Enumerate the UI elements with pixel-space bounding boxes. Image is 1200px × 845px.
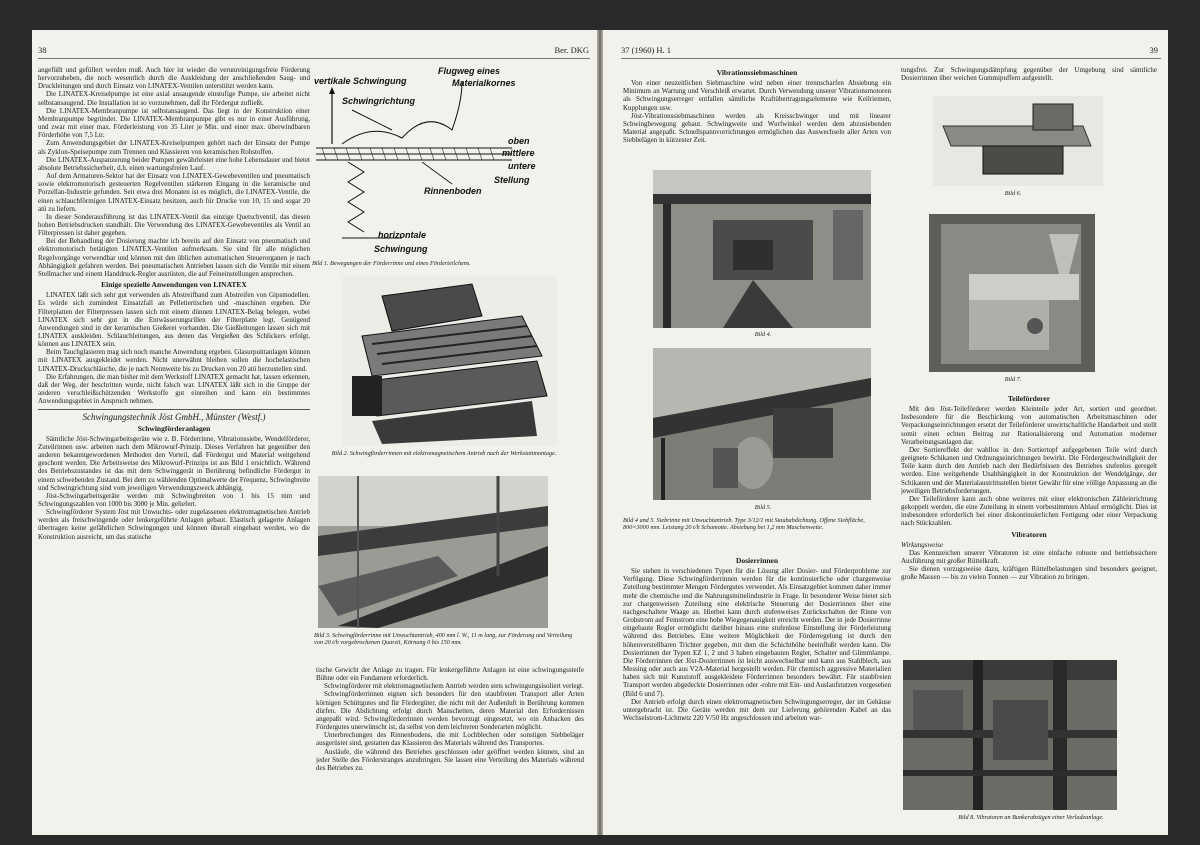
figure-3-caption: Bild 3. Schwingförderrinne mit Unwuchtantrieb, 400 mm l. W., 11 m lang, zur Förderung und Verteilung von 20 t/h vorgebrochenen Quarzit, Körnung 0 bis 150 mm. — [314, 632, 573, 647]
paragraph: Die LINATEX-Kreiselpumpe ist eine axial ansaugende einstufige Pumpe, sie arbeitet nicht selbstansaugend. Die Installation ist so vorzunehmen, daß ihr Fördergut zufließt. — [38, 90, 310, 107]
label-materialkornes: Materialkornes — [452, 78, 516, 88]
paragraph: Jöst-Vibrationssiebmaschinen werden als Kreisschwinger und mit linearer Schwingbewegung gebaut. Schwingweite und Wurfwinkel werden dem abzusiebenden Material angepaßt. Schnellspannvorrichtungen ermöglichen das Auswechseln aller Arten von Siebbelägen in kürzester Zeit. — [623, 111, 891, 145]
label-schwingrichtung: Schwingrichtung — [342, 96, 415, 106]
figure-7-photo — [929, 214, 1095, 372]
paragraph: LINATEX läßt sich sehr gut verwenden als Abstreifband zum Abstreifen von Gipsmodellen. Es würde sich zumindest Einsatzfall an Pelletiertischen und -maschinen ergeben. Die Filterplatten der Filterpressen lassen sich mit einem dünnen LINATEX-Belag belegen, wobei LINATEX sich sehr gut in die Entwässerungsrillen der Filterplatte legt. Genügend Anwendungen sind in der keramischen Gießerei vorhanden. Die Gießleitungen lassen sich mit LINATEX auskleiden. Schlauchleitungen, aus denen das Vergießen des Schlickers erfolgt, können aus LINATEX sein. — [38, 291, 310, 349]
figure-7-caption: Bild 7. — [1004, 376, 1022, 383]
label-schwingung: Schwingung — [374, 244, 428, 254]
header-rule — [38, 58, 590, 59]
figure-1-caption: Bild 1. Bewegungen der Förderrinne und eines Förderteilchens. — [312, 260, 471, 267]
paragraph: Von einer neuzeitlichen Siebmaschine wird neben einer trennscharfen Absiebung ein Minimum an Wartung und Verschleiß erwartet. Durch Verwendung unserer Vibrationsmotoren als Schwingungserreger entfallen sämtliche Kraftübertragungselemente wie Keilriemen, Kupplungen usw. — [623, 79, 891, 112]
left-text-column-2 — [316, 666, 584, 835]
figure-2-photo — [342, 276, 557, 446]
paragraph: Mit den Jöst-Teileförderer werden Kleinteile jeder Art, sortiert und geordnet. Insbesondere für die Beschickung von automatischen Arbeitsmaschinen oder Verpackungseinrichtungen ersetzt der Teileförderer unwirtschaftliche Handarbeit und stellt somit einen echten Beitrag zur Rationalisierung und Automation moderner Verarbeitungsanlagen dar. — [901, 405, 1157, 446]
label-flugweg: Flugweg eines — [438, 66, 501, 76]
label-untere: untere — [508, 161, 536, 171]
paragraph: Die LINATEX-Auspanzerung beider Pumpen gewährleistet eine hohe Lebensdauer und bietet absolute Betriebssicherheit, d.h. einen wartungsfreien Lauf. — [38, 155, 310, 172]
right-text-column2 — [901, 392, 1157, 662]
paragraph: In dieser Sonderausführung ist das LINATEX-Ventil das einzige Quetschventil, das diesen hohen Betriebsdrucken standhält. Die Verwendung des LINATEX-Gewebeventiles als Ventil an Filterpressen ist daher gegeben. — [38, 212, 310, 238]
paragraph: Schwingförderer System Jöst mit Unwuchts- oder zugelassenen elektromagnetischen Antrieb werden als freischwingende oder lenkergeführte Anlagen gebaut. Elastisch gelagerte Anlagen übertragen keine gefährlichen Schwingungen und können überall eingebaut werden, wo die Konstruktion ausreicht, um das statische — [38, 508, 310, 541]
section-heading: Vibrationssiebmaschinen — [716, 68, 798, 77]
trough-lines — [316, 148, 512, 160]
figure-4-caption: Bild 4. — [754, 331, 772, 338]
figure-6-caption: Bild 6. — [1004, 190, 1022, 197]
paragraph: Der Sortiereffekt der wahllos in den Sortiertopf aufgegebenen Teile wird durch geeignete Schikanen und Ordnungseinrichtungen bewirkt. Die Fördergeschwindigkeit der Teile kann durch den Antrieb nach den Bedürfnissen des Betriebes stufenlos geregelt werden. Eine weitgehende Unabhängigkeit in der Konstruktion der Wendelgänge, der Schikanen und der Materialaustrittsstellen bietet Gewähr für eine völlige Anpassung an die jeweiligen Betriebsforderungen. — [901, 445, 1157, 495]
figure-4-5-caption: Bild 4 und 5. Siebrinne mit Unwuchtantrieb. Type 3/12/1 mit Staubabdichtung. Offene Siebfläche, 800×3000 mm. Leistung 20 t/h Schamotte. Absiebung bei 1,2 mm Maschenweite. — [623, 517, 865, 532]
paragraph: Zum Anwendungsgebiet der LINATEX-Kreiselpumpen gehört nach der Einsatz der Pumpe als Zyklon-Speisepumpe zum Trennen und Klassieren von keramischen Rohstoffen. — [38, 139, 310, 156]
paragraph: tungsfrei. Zur Schwingungsdämpfung gegenüber der Umgebung sind sämtliche Dosierrinnen über weichen Gummipuffern aufgestellt. — [901, 66, 1157, 83]
paragraph: Schwingförderrinnen eignen sich besonders für den staubfreien Transport aller Arten körnigen Schüttgutes und für Fördergüter, die nicht mit der Außenluft in Berührung kommen dürfen. Die Abdichtung erfolgt durch Manschetten, deren Material den Erfordernissen angepaßt wird. Schwingförderrinnen werden bevorzugt eingesetzt, wo ein Anbacken des Fördergutes unerwünscht ist, da selbst von dem leichteren Sonderarten möglicht. — [316, 690, 584, 732]
figure-6-photo — [933, 96, 1103, 186]
paragraph: Der Teileförderer kann auch ohne weiteres mit einer elektronischen Zähleinrichtung gekoppelt werden, die eine Zuteilung in einem vorbestimmten Ablauf ermöglicht. Dies ist insbesondere erforderlich bei einer diskontinuierlichen Fertigung oder einer Verpackung nach Stückzahlen. — [901, 494, 1157, 528]
right-text-column2-top — [901, 66, 1157, 96]
label-horizontale: horizontale — [378, 230, 427, 240]
header-rule — [621, 58, 1161, 59]
journal-title: Ber. DKG — [554, 45, 589, 55]
paragraph: Sämtliche Jöst-Schwingarbeitsgeräte wie z. B. Förderrinne, Vibrationssiebe, Wendelförderer, Zuteilrinnen usw. arbeiten nach dem Mikrowurf-Prinzip. Dieses Verfahren hat gegenüber den anderen bekanntgewordenen Methoden den Vorteil, daß Fördergut und Material weitgehend geschont werden. Die Arbeitsweise des Mikrowurf-Prinzips ist aus Bild 1 ersichtlich. Während des Betriebszustandes ist das mit dem Schwinggerät in Berührung befindliche Fördergut in einem schwebenden Zustand. Bei dem zu wählenden Optimalwerte der Frequenz, Schwingbreite und Schwingrichtung sind vom jeweiligen Verwendungszweck abhängig. — [38, 434, 310, 492]
section-heading: Schwingförderanlagen — [137, 423, 211, 433]
figure-4-photo — [653, 170, 871, 328]
direction-arrow — [352, 110, 392, 130]
paragraph: Sie stehen in verschiedenen Typen für die Lösung aller Dosier- und Förderprobleme zur Verfügung. Diese Schwingförderrinnen werden für die kontinuierliche oder chargenweise Zuteilung bestimmter Mengen Fördergutes verwendet. Als Einsatzgebiet kommen daher immer mehr die chemische und die Nahrungsmittelindustrie in Frage. In besonderer Weise bietet sich zur chargenweisen Zuteilung eine elektrische Steuerung der Dosierrinnen über eine nachgeschaltete Waage an. Hierbei kann durch stufenweises Zurückschalten der Rinne von Grobstrom auf Feinstrom eine hohe Wiegegenauigkeit erreicht werden. Der in jede Dosierrinne eingebaute Regler ermöglicht darüber hinaus eine stufenlose Einstellung der Förderleistung während des Betriebes. Eine weitere Möglichkeit der Förderregelung ist durch den höhenverstellbaren Trichter gegeben, mit dem die Schichthöhe beeinflußt werden kann. Die Dosierrinnen der Typen EZ 1, 2 und 3 haben eingebauten Regler, Schalter und Glimmlampe. Die Förderrinnen der Jöst-Dosierrinnen ist leicht auswechselbar und kann aus Stahlblech, aus Messing oder auch aus V2A-Material hergestellt werden. Für chemisch aggressive Materialien haben sich mit Kunststoff ausgekleidete Förderrinnen besonders bewährt. Für staubfreien Transport werden abgedeckte Dosierrinnen oder -rohre mit Ein- und Auslaufstutzen vorgesehen (Bild 6 und 7). — [623, 567, 891, 698]
figure-5-photo — [653, 348, 871, 500]
paragraph: Unterbrechungen des Rinnenbodens, die mit Lochblechen oder sonstigen Siebbeläger ausgerüstet sind, gestatten das Klassieren des Materials während des Transportes. — [316, 731, 584, 748]
figure-8-caption: Bild 8. Vibratoren an Bunkerabzügen einer Verladeanlage. — [958, 814, 1104, 821]
figure-1-diagram — [312, 62, 552, 258]
paragraph: Jöst-Schwingarbeitsgeräte werden mit Schwingbreiten von 1 bis 15 mm und Schwingungszahlen von 1000 bis 3000 je Min. geliefert. — [38, 491, 310, 508]
label-rinnenboden: Rinnenboden — [424, 186, 482, 196]
figure-8-photo — [903, 660, 1117, 810]
label-vertikale: vertikale Schwingung — [314, 76, 407, 86]
company-heading: Schwingungstechnik Jöst GmbH., Münster (Westf.) — [38, 409, 310, 421]
paragraph: angefüllt und gefüllert werden muß. Auch hier ist wieder die verunreinigungsfreie Förderung hervorzuheben, die noch wesentlich durch die Auskleidung der anschließenden Saug- und Druckleitungen und durch Einsatz von LINATEX-Ventilen unterstützt werden kann. — [38, 66, 310, 91]
trough-hatching — [322, 148, 494, 160]
paragraph: Die Erfahrungen, die man bisher mit dem Werkstoff LINATEX gemacht hat, lassen erkennen, daß der Weg, der beschritten wurde, nicht falsch war. LINATEX läßt sich in die Gruppe der anderen verschleißschützenden Werkstoffe gut einreihen und kann ein bestimmtes Anwendungsgebiet in Anspruch nehmen. — [38, 372, 310, 406]
zigzag-oscillation — [348, 162, 364, 232]
leader-line — [422, 162, 452, 184]
right-page — [603, 30, 1168, 835]
label-stellung: Stellung — [494, 175, 530, 185]
paragraph: tische Gewicht der Anlage zu tragen. Für lenkergeführte Anlagen ist eine schwingungssteife Bühne oder ein Fundament erforderlich. — [316, 666, 584, 683]
paragraph: Schwingförderer mit elektromagnetischem Antrieb werden stets schwingungsisoliert verlegt. — [324, 682, 584, 691]
figure-5-caption: Bild 5. — [754, 504, 772, 511]
page-number: 39 — [1149, 45, 1158, 55]
paragraph: Ausläufe, die während des Betriebes geschlossen oder geöffnet werden können, sind an jeder Stelle des Förderstranges anzubringen. Sie lassen eine Verteilung des Materials während des Betriebes zu. — [316, 747, 584, 772]
left-page — [32, 30, 597, 835]
figure-3-photo — [318, 476, 548, 628]
subheading: Wirkungsweise — [901, 540, 943, 549]
section-heading: Dosierrinnen — [735, 556, 779, 565]
paragraph: Bei der Behandlung der Dosierung machte ich bereits auf den Einsatz von pneumatisch und elektromotorisch betätigten LINATEX-Ventilen aufmerksam. Sie sind für alle möglichen Regelvorgänge verwendbar und können mit den üblichen automatischen Steuerorganen je nach Abhängigkeit gefahren werden. Bei pneumatischen Antrieben lassen sich die Ventile mit einem Stellmacher und einem Handdruck-Regler ausrüsten, die auf Feineinstellungen ansprechen. — [38, 237, 310, 278]
label-oben: oben — [508, 136, 530, 146]
vertical-arrow-head — [329, 87, 335, 94]
label-mittlere: mittlere — [502, 148, 535, 158]
paragraph: Das Kennzeichen unserer Vibratoren ist eine einfache robuste und betriebssichere Ausführung mit großer Rüttelkraft. — [901, 548, 1157, 565]
page-number: 38 — [38, 45, 47, 55]
section-heading: Teileförderer — [1007, 394, 1051, 403]
figure-2-caption: Bild 2. Schwingförderrinnen mit elektromagnetischem Antrieb nach der Werkstattmontage. — [331, 450, 557, 457]
paragraph: Die LINATEX-Membranpumpe ist selbstansaugend. Das liegt in der Konstruktion einer Membranpumpe begründet. Die LINATEX-Membranpumpe gibt es nur in einer Ausführung, und zwar mit einer max. Förderleistung von 35 Liter je Min. und einer max. überwindbaren Förderhöhe von 7,5 Ltr. — [38, 106, 310, 140]
right-text-column-bottom — [623, 554, 891, 835]
paragraph: Der Antrieb erfolgt durch einen elektromagnetischen Schwingungserreger, der im Gehäuse untergebracht ist. Die Geräte werden mit dem zur Lieferung gehörenden Kabel an das Wechselstrom-Lichtnetz 220 V/50 Hz angeschlossen und arbeiten war- — [623, 697, 891, 722]
left-text-column — [38, 66, 310, 835]
paragraph: Beim Tauchglasieren mag sich noch manche Anwendung ergeben. Glasurpuittanlagen können mit LINATEX ausgekleidet werden. Nicht unerwähnt bleiben sollen die hochelastischen LINATEX-Druckschläuche, die je nach Nennweite bis zu Drucken von 20 atü herzustellen sind. — [38, 348, 310, 373]
paragraph: Sie dienen vorzugsweise dazu, kräftigen Rüttelbelastungen sind besonders geeignet, große Massen — bis zu vielen Tonnen — zur Vibration zu bringen. — [901, 565, 1157, 582]
section-heading: Vibratoren — [1011, 529, 1047, 539]
section-heading: Einige spezielle Anwendungen von LINATEX — [101, 280, 247, 290]
flight-path — [342, 82, 462, 144]
paragraph: Auf dem Armaturen-Sektor hat der Einsatz von LINATEX-Gewebeventilen und pneumatisch sowie elektromotorisch gesteuerten Regelventilen stärkeren Eingang in die keramische und Porzellan-Industrie gefunden. Seit etwa drei Monaten ist es möglich, die LINATEX-Ventile, die einen schlauchförmigen LINATEX-Einsatz besitzen, auch für Drucke von 10, 15 und sogar 20 atü zu liefern. — [38, 172, 310, 213]
volume-issue: 37 (1960) H. 1 — [621, 45, 672, 55]
